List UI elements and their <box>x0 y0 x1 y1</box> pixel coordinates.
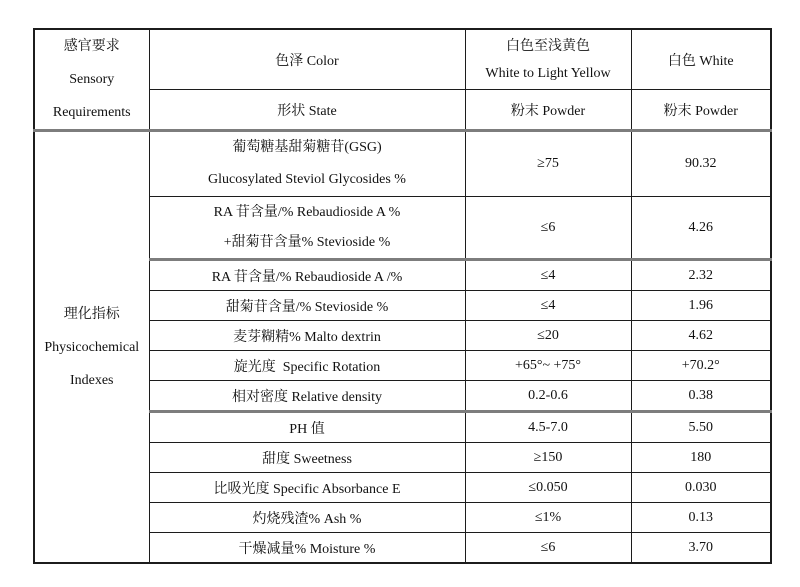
group-label-line: Requirements <box>52 105 131 120</box>
spec-line: ≤20 <box>537 327 559 343</box>
result-cell-ash <box>631 503 771 533</box>
item-name-cell-ra-plus-stevioside <box>149 197 465 260</box>
group-cell-sensory-requirements <box>34 29 149 131</box>
result-cell-ra-plus-stevioside <box>631 197 771 260</box>
table-row <box>34 29 771 90</box>
group-label-line: Physicochemical <box>44 339 140 355</box>
result-cell-color <box>631 29 771 90</box>
spec-cell-color <box>465 29 631 90</box>
item-name-cell-relative-density <box>149 381 465 412</box>
spec-line: ≤4 <box>540 297 556 313</box>
result-value: +70.2° <box>681 357 720 373</box>
result-value: 白色 White <box>667 53 734 69</box>
item-name-cell-specific-absorbance <box>149 473 465 503</box>
spec-cell-ra-plus-stevioside <box>465 197 631 260</box>
item-name: 干燥减量% Moisture % <box>238 541 376 557</box>
spec-cell-rebaudioside-a <box>465 260 631 291</box>
item-name-line: Glucosylated Steviol Glycosides % <box>208 172 406 187</box>
item-name-cell-color <box>149 29 465 90</box>
result-value: 4.26 <box>688 219 713 235</box>
item-name: PH 值 <box>289 421 325 437</box>
result-value: 0.13 <box>688 509 713 525</box>
spec-line: 粉末 Powder <box>510 103 586 119</box>
item-name: 旋光度 Specific Rotation <box>233 359 381 375</box>
item-name: 麦芽糊精% Malto dextrin <box>233 329 381 345</box>
spec-cell-state <box>465 90 631 131</box>
spec-line: White to Light Yellow <box>485 65 611 81</box>
item-name-line: RA 苷含量/% Rebaudioside A % <box>213 204 401 220</box>
item-name: 形状 State <box>277 103 337 119</box>
result-cell-stevioside <box>631 291 771 321</box>
item-name-cell-ash <box>149 503 465 533</box>
spec-line: ≤1% <box>534 509 562 525</box>
item-name: 甜菊苷含量/% Stevioside % <box>225 299 389 315</box>
result-cell-gsg <box>631 131 771 197</box>
item-name-cell-ph <box>149 412 465 443</box>
document-sheet <box>33 28 772 564</box>
group-label-line: 感官要求 <box>63 39 120 54</box>
result-value: 4.62 <box>688 327 713 343</box>
result-value: 5.50 <box>688 419 713 435</box>
item-name-cell-rebaudioside-a <box>149 260 465 291</box>
result-cell-relative-density <box>631 381 771 412</box>
item-name-cell-stevioside <box>149 291 465 321</box>
result-cell-ph <box>631 412 771 443</box>
result-value: 3.70 <box>688 539 713 555</box>
item-name: 相对密度 Relative density <box>231 389 383 405</box>
spec-cell-specific-rotation <box>465 351 631 381</box>
group-label-line: Sensory <box>69 72 115 87</box>
spec-cell-malto-dextrin <box>465 321 631 351</box>
spec-line: 0.2-0.6 <box>528 387 568 403</box>
spec-line: ≤6 <box>540 539 556 555</box>
group-label-line: Indexes <box>69 372 114 388</box>
item-name: RA 苷含量/% Rebaudioside A /% <box>211 269 403 285</box>
result-value: 0.38 <box>688 387 713 403</box>
item-name-line: +甜菊苷含量% Stevioside % <box>223 234 391 250</box>
item-name: 甜度 Sweetness <box>262 451 352 467</box>
spec-cell-relative-density <box>465 381 631 412</box>
item-name: 比吸光度 Specific Absorbance E <box>213 481 401 497</box>
spec-line: ≤0.050 <box>528 479 568 495</box>
spec-line: 白色至浅黄色 <box>506 38 590 54</box>
result-cell-specific-absorbance <box>631 473 771 503</box>
item-name-cell-moisture <box>149 533 465 564</box>
item-name-line: 葡萄糖基甜菊糖苷(GSG) <box>232 140 382 155</box>
spec-cell-stevioside <box>465 291 631 321</box>
result-value: 2.32 <box>688 267 713 283</box>
spec-cell-gsg <box>465 131 631 197</box>
table-row <box>34 131 771 197</box>
result-cell-sweetness <box>631 443 771 473</box>
result-cell-moisture <box>631 533 771 564</box>
item-name-cell-sweetness <box>149 443 465 473</box>
result-cell-malto-dextrin <box>631 321 771 351</box>
spec-cell-moisture <box>465 533 631 564</box>
result-value: 0.030 <box>685 479 717 495</box>
result-cell-rebaudioside-a <box>631 260 771 291</box>
spec-line: ≤6 <box>540 219 556 235</box>
result-cell-specific-rotation <box>631 351 771 381</box>
item-name-cell-gsg <box>149 131 465 197</box>
item-name: 灼烧残渣% Ash % <box>252 511 362 527</box>
specification-table <box>33 28 772 564</box>
spec-cell-ash <box>465 503 631 533</box>
spec-cell-sweetness <box>465 443 631 473</box>
spec-line: ≥150 <box>533 449 563 465</box>
spec-line: 4.5-7.0 <box>528 419 568 435</box>
result-value: 粉末 Powder <box>663 103 738 119</box>
spec-line: ≥75 <box>537 156 559 171</box>
spec-cell-specific-absorbance <box>465 473 631 503</box>
group-cell-physicochemical-indexes <box>34 131 149 564</box>
group-label-line: 理化指标 <box>63 306 120 322</box>
spec-line: ≤4 <box>540 267 556 283</box>
spec-line: +65°~ +75° <box>514 357 582 373</box>
item-name-cell-malto-dextrin <box>149 321 465 351</box>
item-name-cell-state <box>149 90 465 131</box>
item-name: 色泽 Color <box>275 53 339 69</box>
spec-cell-ph <box>465 412 631 443</box>
result-cell-state <box>631 90 771 131</box>
result-value: 90.32 <box>685 156 717 171</box>
result-value: 1.96 <box>688 297 713 313</box>
result-value: 180 <box>690 449 712 465</box>
item-name-cell-specific-rotation <box>149 351 465 381</box>
